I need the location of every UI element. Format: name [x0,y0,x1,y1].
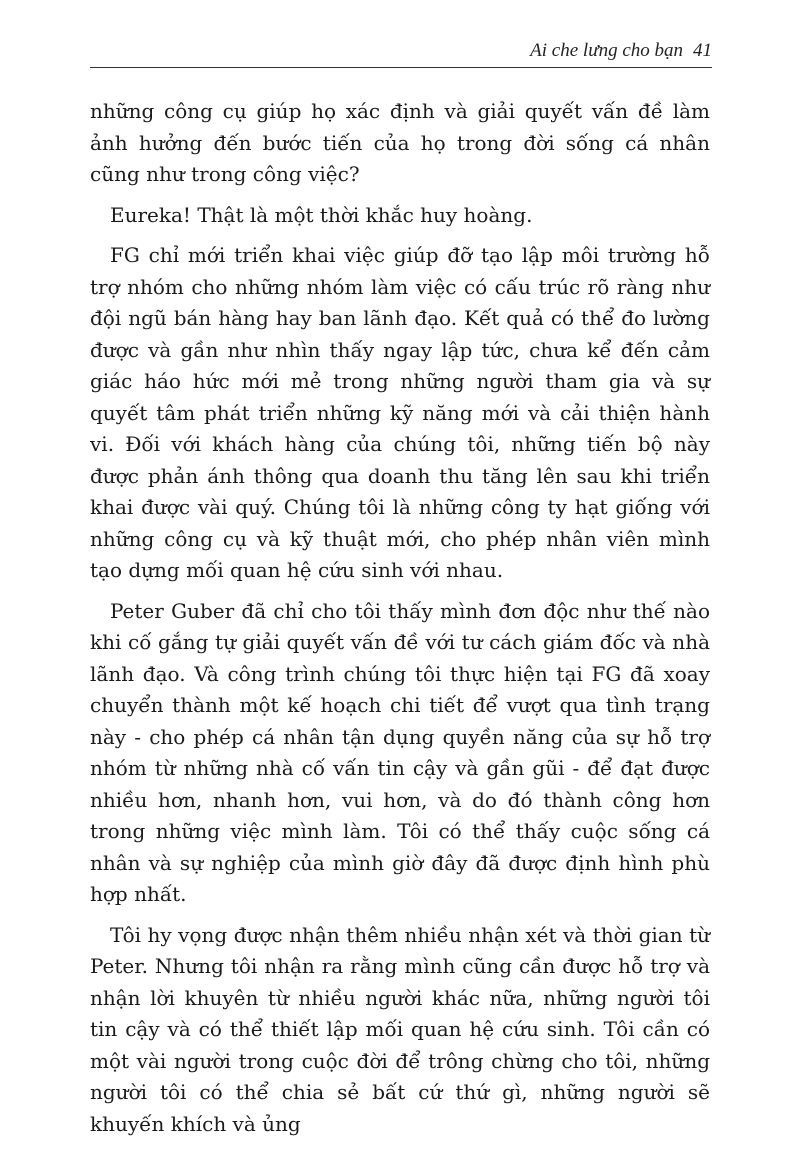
paragraph-1: những công cụ giúp họ xác định và giải quyết vấn đề làm ảnh hưởng đến bước tiến của họ trong đời sống cá nhân cũng như trong công việc? [90,99,710,186]
paragraph-5: Tôi hy vọng được nhận thêm nhiều nhận xét và thời gian từ Peter. Nhưng tôi nhận ra rằng mình cũng cần được hỗ trợ và nhận lời khuyên từ nhiều người khác nữa, những người tôi tin cậy và có thể thiết lập mối quan hệ cứu sinh. Tôi cần có một vài người trong cuộc đời để trông chừng cho tôi, những người tôi có thể chia sẻ bất cứ thứ gì, những người sẽ khuyến khích và ủng [90,922,710,1136]
running-header [90,34,712,68]
header-title: Ai che lưng cho bạn [530,40,683,61]
body-text [90,96,710,1149]
paragraph-2: Eureka! Thật là một thời khắc huy hoàng. [110,202,533,227]
paragraph-4: Peter Guber đã chỉ cho tôi thấy mình đơn độc như thế nào khi cố gắng tự giải quyết vấn đề với tư cách giám đốc và nhà lãnh đạo. Và công trình chúng tôi thực hiện tại FG đã xoay chuyển thành một kế hoạch chi tiết để vượt qua tình trạng này - cho phép cá nhân tận dụng quyền năng của sự hỗ trợ nhóm từ những nhà cố vấn tin cậy và gần gũi - để đạt được nhiều hơn, nhanh hơn, vui hơn, và do đó thành công hơn trong những việc mình làm. Tôi có thể thấy cuộc sống cá nhân và sự nghiệp của mình giờ đây đã được định hình phù hợp nhất. [90,598,710,906]
paragraph-3: FG chỉ mới triển khai việc giúp đỡ tạo lập môi trường hỗ trợ nhóm cho những nhóm làm việc có cấu trúc rõ ràng như đội ngũ bán hàng hay ban lãnh đạo. Kết quả có thể đo lường được và gần như nhìn thấy ngay lập tức, chưa kể đến cảm giác háo hức mới mẻ trong những người tham gia và sự quyết tâm phát triển những kỹ năng mới và cải thiện hành vi. Đối với khách hàng của chúng tôi, những tiến bộ này được phản ánh thông qua doanh thu tăng lên sau khi triển khai được vài quý. Chúng tôi là những công ty hạt giống với những công cụ và kỹ thuật mới, cho phép nhân viên mình tạo dựng mối quan hệ cứu sinh với nhau. [90,243,710,582]
page-number: 41 [693,40,712,61]
